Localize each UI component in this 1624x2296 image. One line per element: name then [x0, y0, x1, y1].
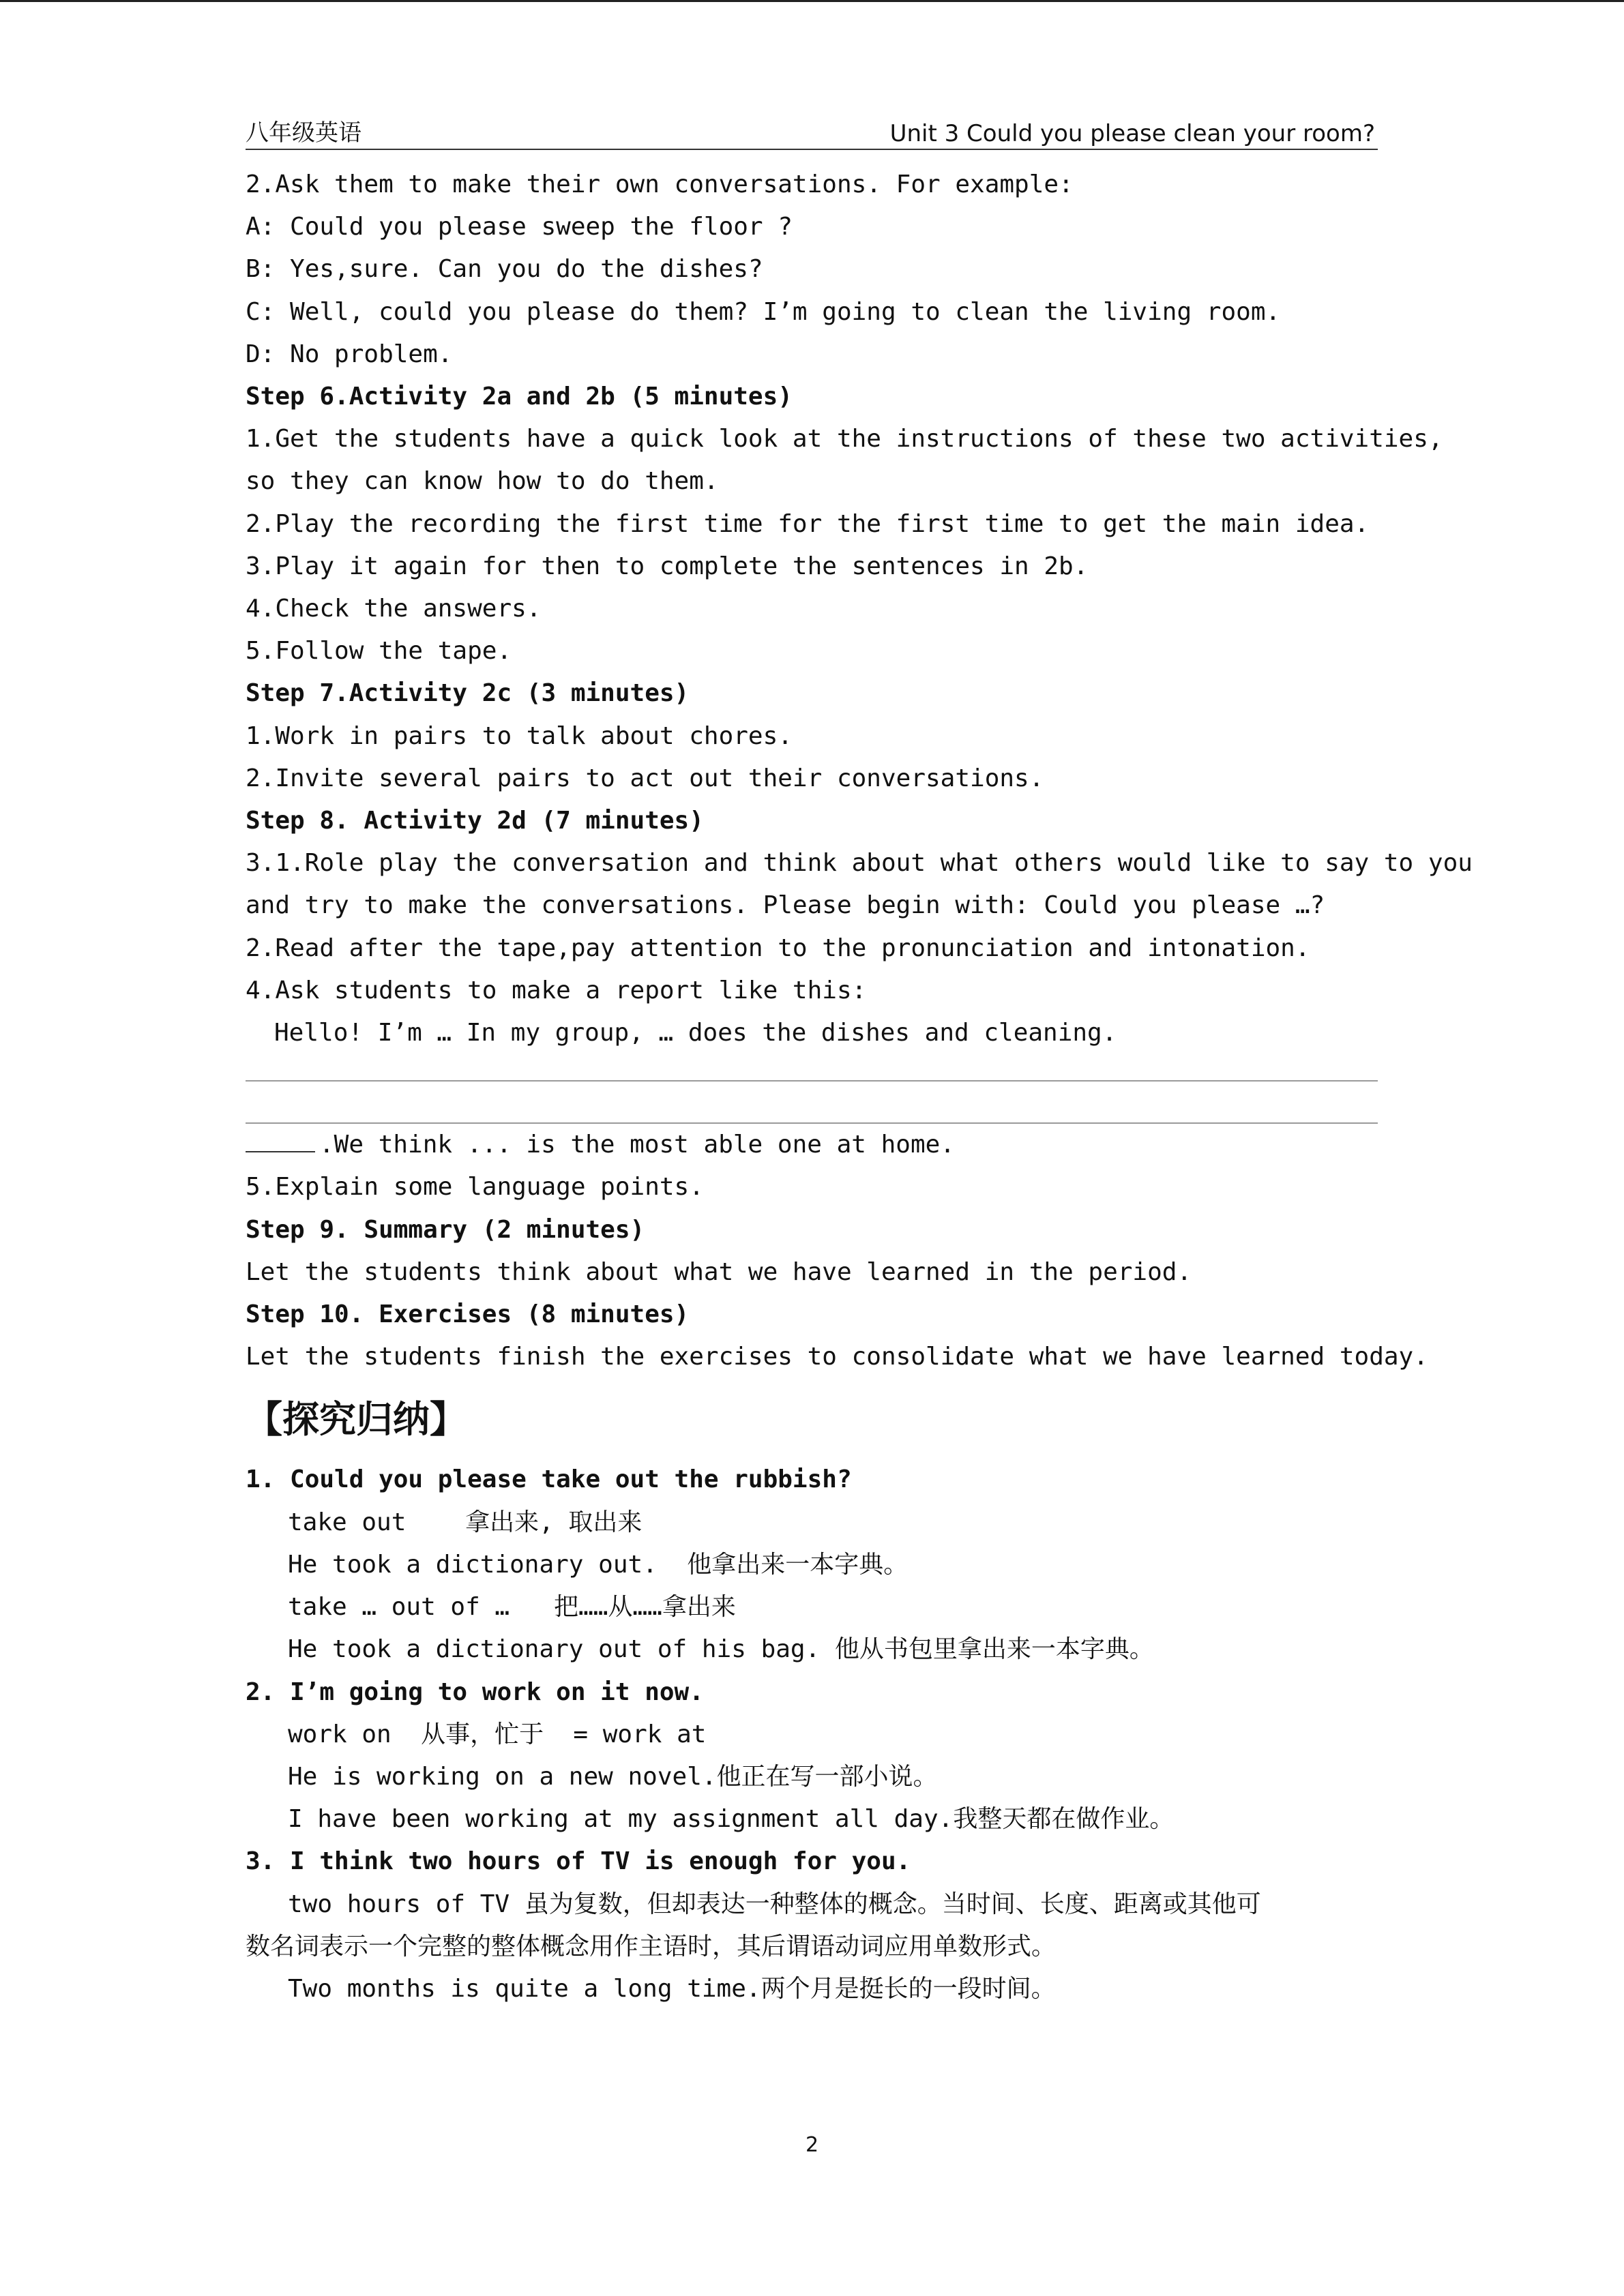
- step-8-line: 3.1.Role play the conversation and think about what others would like to say to you: [246, 849, 1473, 878]
- step-8-line: 4.Ask students to make a report like this:: [246, 976, 867, 1004]
- point-2-line: I have been working at my assignment all day.我整天都在做作业。: [288, 1805, 1175, 1834]
- step-10-line: Let the students finish the exercises to consolidate what we have learned today.: [246, 1343, 1428, 1371]
- fill-in-blank: [246, 1131, 315, 1152]
- point-1-heading: 1. Could you please take out the rubbish?: [246, 1465, 852, 1494]
- section-title: 【探究归纳】: [246, 1398, 467, 1442]
- step-9-line: Let the students think about what we have learned in the period.: [246, 1257, 1192, 1286]
- step-7-line: 1.Work in pairs to talk about chores.: [246, 721, 793, 750]
- point-1-line: He took a dictionary out of his bag. 他从书包里拿出来一本字典。: [288, 1635, 1154, 1664]
- step-7-line: 2.Invite several pairs to act out their conversations.: [246, 764, 1044, 792]
- document-body: [246, 164, 1473, 2010]
- step-6-heading: Step 6.Activity 2a and 2b (5 minutes): [246, 383, 793, 411]
- point-2-heading: 2. I’m going to work on it now.: [246, 1678, 704, 1706]
- step-8-line: and try to make the conversations. Please begin with: Could you please …?: [246, 891, 1325, 920]
- fill-in-line: [246, 1124, 1378, 1166]
- dialogue-line-a: A: Could you please sweep the floor ?: [246, 213, 793, 241]
- point-3-line: two hours of TV 虽为复数，但却表达一种整体的概念。当时间、长度、距离或其他可: [288, 1890, 1261, 1918]
- point-1-line: take … out of … 把……从……拿出来: [288, 1593, 736, 1622]
- dialogue-line-d: D: No problem.: [246, 340, 453, 368]
- dialogue-line-c: C: Well, could you please do them? I’m going to clean the living room.: [246, 297, 1281, 326]
- report-template-line: Hello! I’m … In my group, … does the dishes and cleaning.: [274, 1019, 1117, 1047]
- step-8-line: 2.Read after the tape,pay attention to the pronunciation and intonation.: [246, 934, 1310, 962]
- step-6-line: 3.Play it again for then to complete the sentences in 2b.: [246, 552, 1089, 580]
- step-9-heading: Step 9. Summary (2 minutes): [246, 1215, 645, 1244]
- body-line: 2.Ask them to make their own conversations. For example:: [246, 170, 1074, 198]
- point-1-line: take out 拿出来, 取出来: [288, 1508, 643, 1536]
- point-3-heading: 3. I think two hours of TV is enough for you.: [246, 1847, 911, 1876]
- step-6-line: 2.Play the recording the first time for the first time to get the main idea.: [246, 509, 1370, 538]
- step-8-heading: Step 8. Activity 2d (7 minutes): [246, 807, 704, 835]
- header-unit-title: Unit 3 Could you please clean your room?: [889, 120, 1375, 147]
- step-7-heading: Step 7.Activity 2c (3 minutes): [246, 679, 690, 708]
- point-2-line: work on 从事，忙于 = work at: [288, 1720, 707, 1748]
- point-3-line: 数名词表示一个完整的整体概念用作主语时，其后谓语动词应用单数形式。: [246, 1932, 1057, 1960]
- document-page: [246, 116, 1473, 2010]
- top-border-line: [0, 0, 1624, 2]
- page-header: [246, 116, 1378, 150]
- dialogue-line-b: B: Yes,sure. Can you do the dishes?: [246, 255, 763, 284]
- step-10-heading: Step 10. Exercises (8 minutes): [246, 1300, 690, 1329]
- step-6-line: 5.Follow the tape.: [246, 637, 512, 666]
- step-6-line: 1.Get the students have a quick look at the instructions of these two activities,: [246, 425, 1443, 453]
- header-subject: 八年级英语: [246, 119, 361, 147]
- step-8-line: 5.Explain some language points.: [246, 1173, 704, 1202]
- step-6-line: so they can know how to do them.: [246, 467, 719, 496]
- page-number: 2: [805, 2133, 819, 2157]
- answer-rule-line: [246, 1080, 1378, 1082]
- fill-in-text: .We think ... is the most able one at home.: [319, 1131, 955, 1159]
- point-1-line: He took a dictionary out. 他拿出来一本字典。: [288, 1550, 909, 1579]
- point-3-line: Two months is quite a long time.两个月是挺长的一段时间。: [288, 1974, 1056, 2003]
- step-6-line: 4.Check the answers.: [246, 595, 542, 623]
- point-2-line: He is working on a new novel.他正在写一部小说。: [288, 1762, 938, 1791]
